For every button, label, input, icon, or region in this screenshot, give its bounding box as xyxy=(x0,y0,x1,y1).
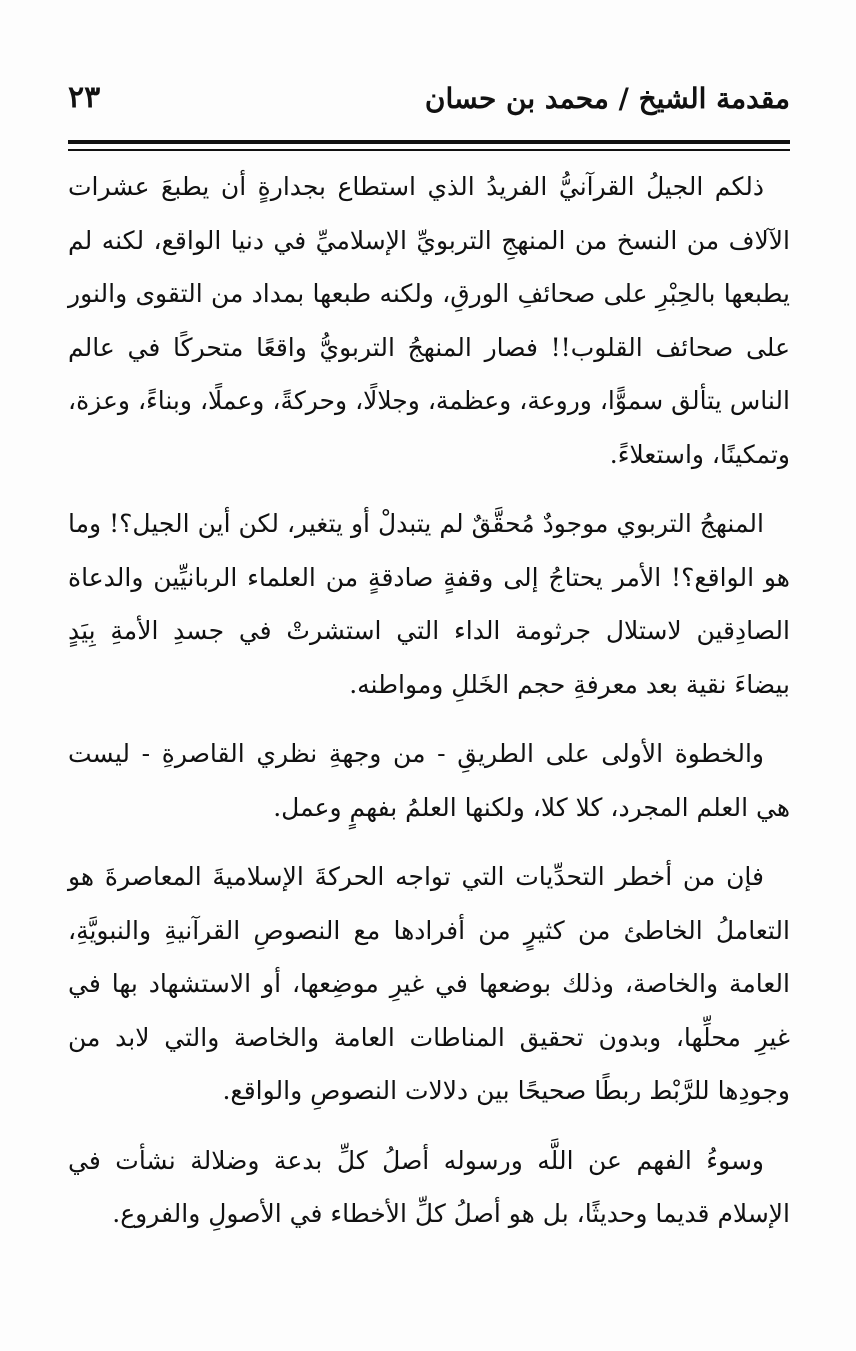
paragraph-3: والخطوة الأولى على الطريقِ - من وجهةِ نظري القاصرةِ - ليست هي العلم المجرد، كلا كلا، ولكنها العلمُ بفهمٍ وعمل. xyxy=(68,739,790,822)
header-rule-thick xyxy=(68,140,790,144)
paragraph-4: فإن من أخطر التحدِّيات التي تواجه الحركةَ الإسلاميةَ المعاصرةَ هو التعاملُ الخاطئ من كثيرٍ من أفرادها مع النصوصِ القرآنيةِ والنبويَّةِ، العامة والخاصة، وذلك بوضعها في غيرِ موضِعها، أو الاستشهاد بها في غيرِ محلِّها، وبدون تحقيق المناطات العامة والخاصة والتي لابد من وجودِها للرَّبْط ربطًا صحيحًا بين دلالات النصوصِ والواقع. xyxy=(68,862,790,1105)
header-rule-thin xyxy=(68,149,790,151)
paragraph-2: المنهجُ التربوي موجودٌ مُحقَّقٌ لم يتبدلْ أو يتغير، لكن أين الجيل؟! وما هو الواقع؟! الأمر يحتاجُ إلى وقفةٍ صادقةٍ من العلماء الربانيِّين والدعاة الصادِقين لاستلال جرثومة الداء التي استشرتْ في جسدِ الأمةِ بِيَدٍ بيضاءَ نقية بعد معرفةِ حجم الخَللِ ومواطنه. xyxy=(68,509,790,699)
paragraph-1: ذلكم الجيلُ القرآنيُّ الفريدُ الذي استطاع بجدارةٍ أن يطبعَ عشرات الآلاف من النسخ من المنهجِ التربويِّ الإسلاميِّ في دنيا الواقع، لكنه لم يطبعها بالحِبْرِ على صحائفِ الورقِ، ولكنه طبعها بمداد من التقوى والنور على صحائف القلوب!! فصار المنهجُ التربويُّ واقعًا متحركًا في عالم الناس يتألق سموًّا، وروعة، وعظمة، وجلالًا، وحركةً، وعملًا، وبناءً، وعزة، وتمكينًا، واستعلاءً. xyxy=(68,172,790,469)
page-number: ٢٣ xyxy=(68,80,101,115)
running-title: مقدمة الشيخ / محمد بن حسان xyxy=(424,82,790,115)
paragraph-5: وسوءُ الفهم عن اللَّه ورسوله أصلُ كلِّ بدعة وضلالة نشأت في الإسلام قديما وحديثًا، بل هو أصلُ كلِّ الأخطاء في الأصولِ والفروع. xyxy=(68,1145,790,1228)
body-text xyxy=(68,160,790,1257)
page-header xyxy=(68,78,790,122)
